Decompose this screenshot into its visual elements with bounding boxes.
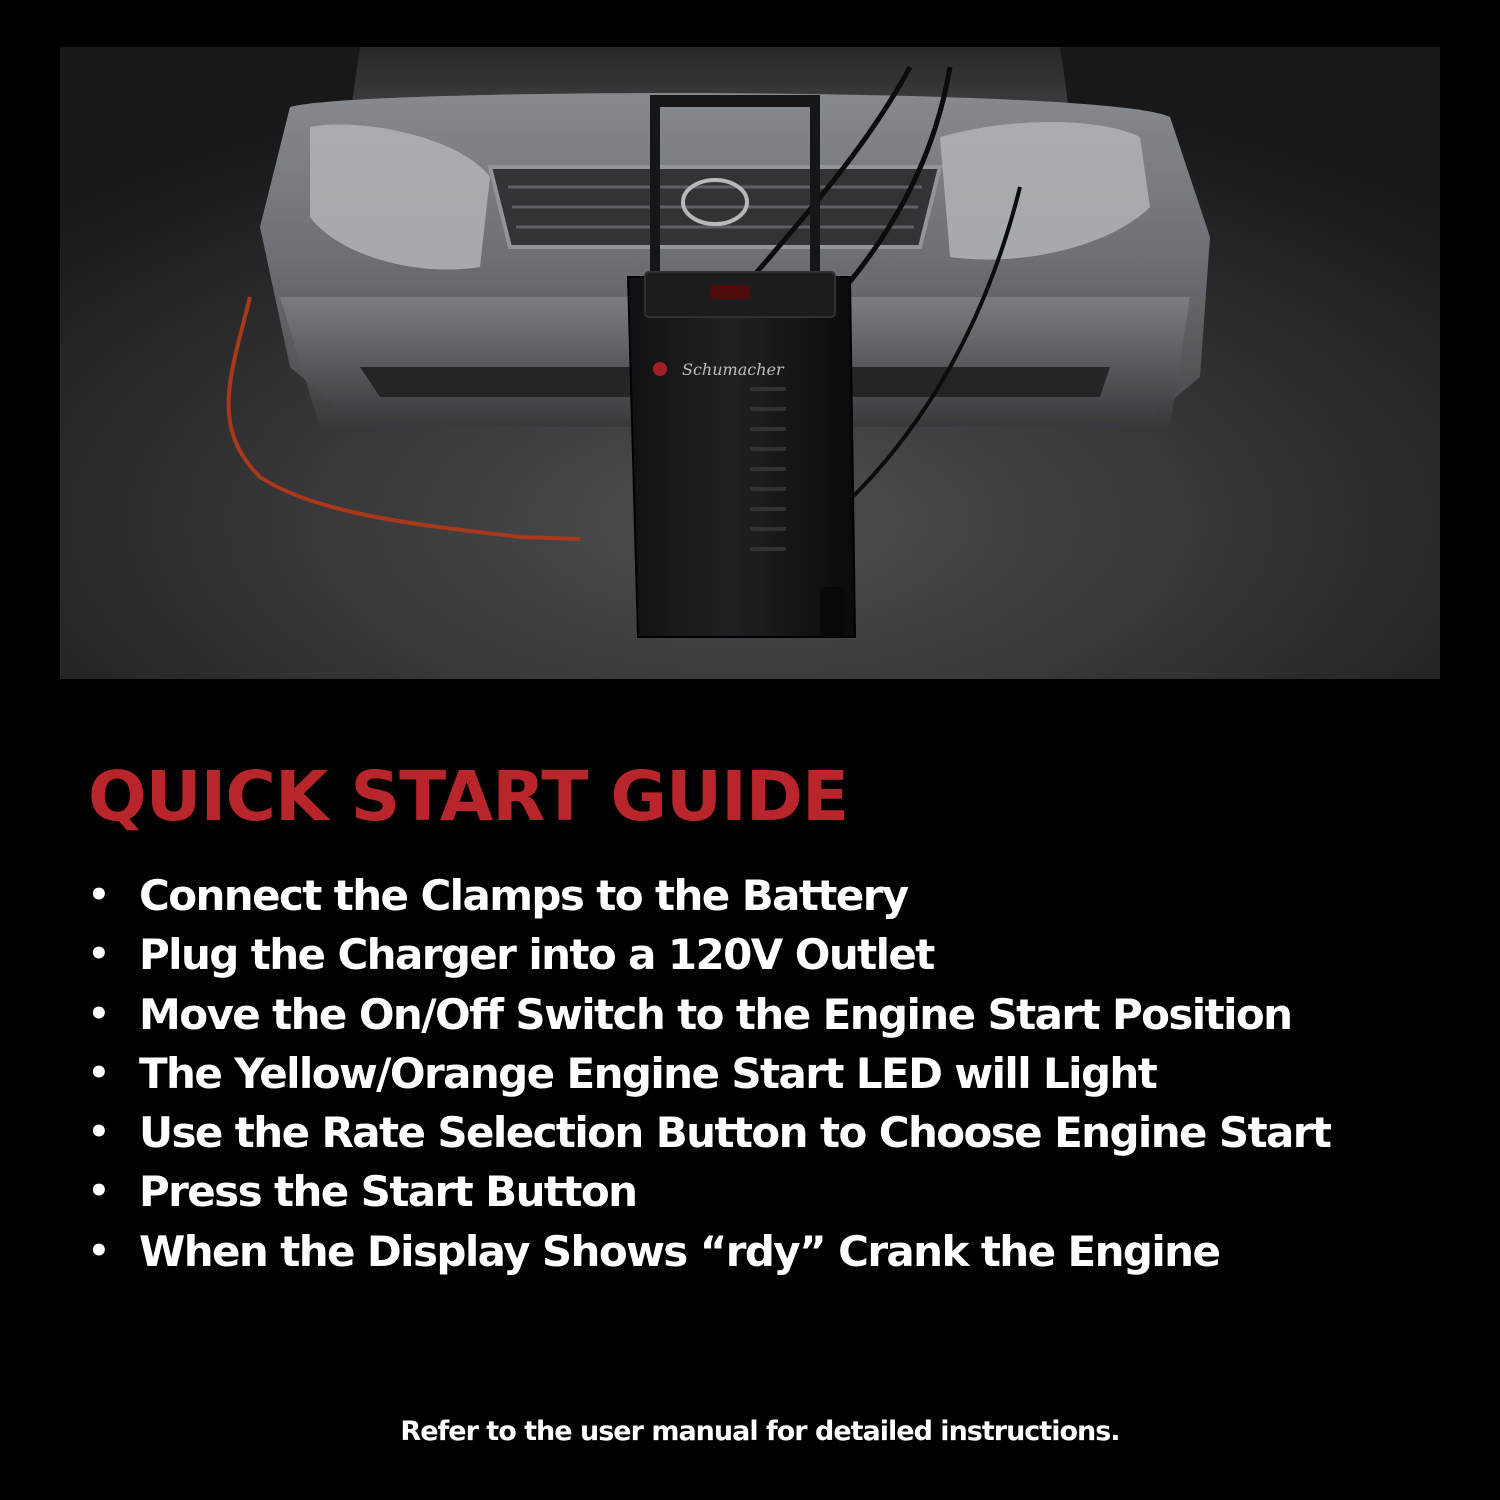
car-charger-illustration — [60, 47, 1440, 679]
bullet-icon: • — [88, 1052, 110, 1093]
step-item — [88, 985, 1330, 1044]
bullet-icon: • — [88, 1112, 110, 1153]
step-text: Connect the Clamps to the Battery — [139, 871, 908, 920]
hero-photo — [60, 47, 1440, 679]
guide-title: QUICK START GUIDE — [88, 757, 849, 837]
step-text: The Yellow/Orange Engine Start LED will Light — [139, 1048, 1157, 1098]
step-item — [88, 1044, 1330, 1103]
bullet-icon: • — [88, 993, 110, 1034]
step-item — [88, 1162, 1330, 1221]
step-text: Use the Rate Selection Button to Choose Engine Start — [139, 1108, 1331, 1158]
steps-list — [88, 866, 1330, 1281]
bullet-icon: • — [88, 934, 110, 975]
bullet-icon: • — [88, 875, 110, 915]
step-item — [88, 1222, 1330, 1281]
step-item — [88, 866, 1330, 925]
bullet-icon: • — [88, 1171, 110, 1212]
step-text: Plug the Charger into a 120V Outlet — [139, 930, 934, 980]
step-text: Press the Start Button — [139, 1167, 637, 1217]
footnote: Refer to the user manual for detailed instructions. — [400, 1416, 1120, 1447]
step-text: Move the On/Off Switch to the Engine Start Position — [139, 989, 1292, 1039]
step-text: When the Display Shows “rdy” Crank the Engine — [139, 1226, 1220, 1276]
photo-vignette — [60, 47, 1440, 679]
bullet-icon: • — [88, 1230, 110, 1271]
charger-brand-logo: Schumacher — [682, 360, 784, 379]
step-item — [88, 925, 1330, 984]
step-item — [88, 1103, 1330, 1162]
